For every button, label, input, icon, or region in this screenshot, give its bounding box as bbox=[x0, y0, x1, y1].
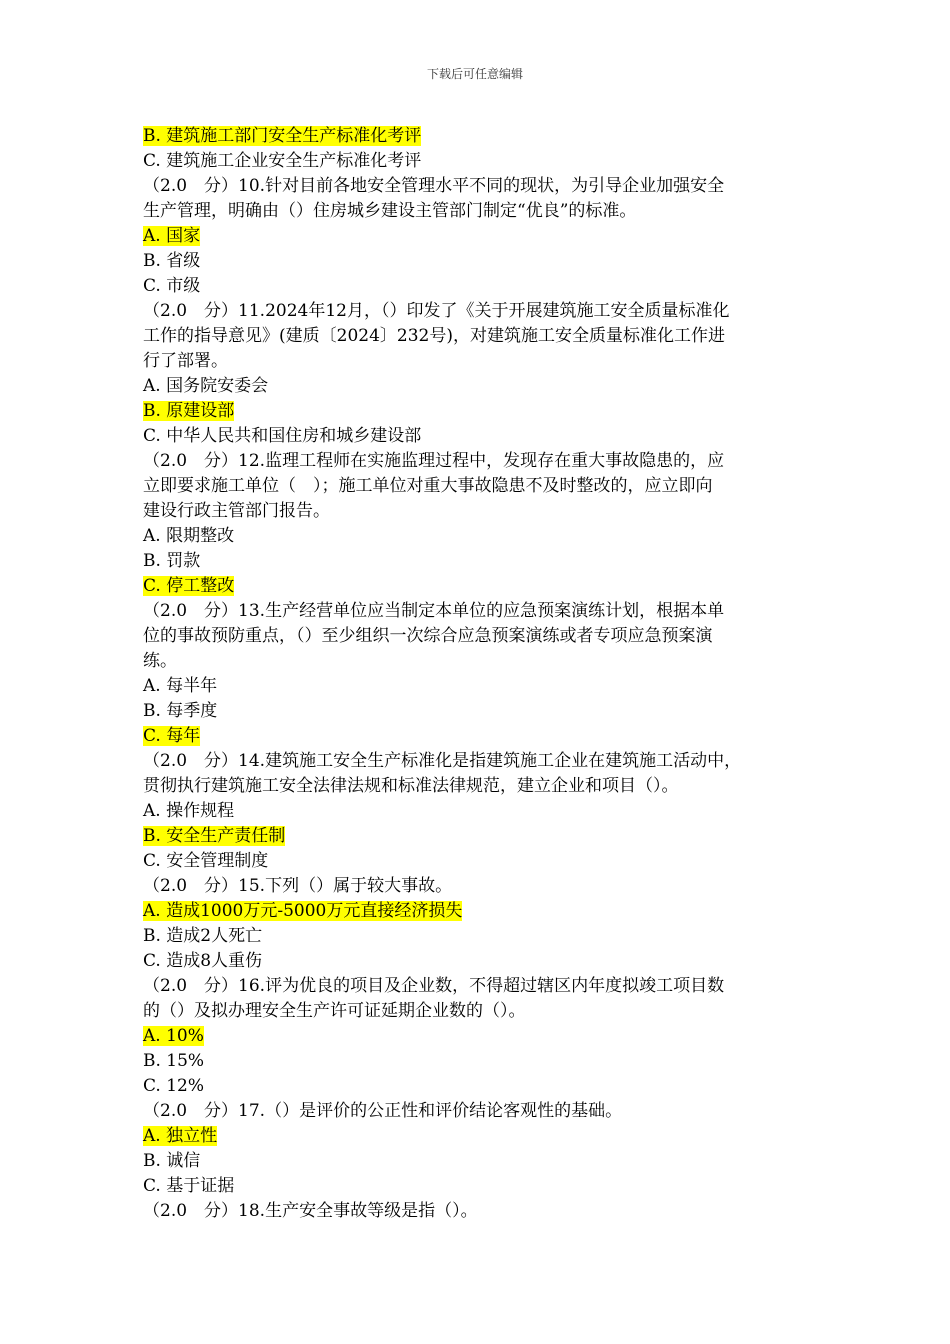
answer-option bbox=[143, 149, 811, 174]
correct-answer-text: C. 每年 bbox=[143, 726, 201, 746]
answer-option bbox=[143, 824, 811, 849]
option-text: B. 造成2人死亡 bbox=[143, 926, 263, 946]
answer-option bbox=[143, 549, 811, 574]
option-text: C. 基于证据 bbox=[143, 1176, 235, 1196]
question-text-line: 工作的指导意见》(建质〔2024〕232号)，对建筑施工安全质量标准化工作进 bbox=[143, 326, 725, 346]
answer-option bbox=[143, 574, 811, 599]
option-text: C. 市级 bbox=[143, 276, 201, 296]
question-text-line: （2.0 分）13.生产经营单位应当制定本单位的应急预案演练计划，根据本单 bbox=[143, 601, 725, 621]
question-text-line: （2.0 分）11.2024年12月，（）印发了《关于开展建筑施工安全质量标准化 bbox=[143, 301, 730, 321]
option-text: C. 建筑施工企业安全生产标准化考评 bbox=[143, 151, 422, 171]
question-text-line: （2.0 分）10.针对目前各地安全管理水平不同的现状，为引导企业加强安全 bbox=[143, 176, 725, 196]
option-text: C. 中华人民共和国住房和城乡建设部 bbox=[143, 426, 422, 446]
answer-option bbox=[143, 399, 811, 424]
question-text-line: 建设行政主管部门报告。 bbox=[143, 501, 330, 521]
option-text: B. 罚款 bbox=[143, 551, 201, 571]
option-text: A. 每半年 bbox=[143, 676, 218, 696]
question-text-line: （2.0 分）14.建筑施工安全生产标准化是指建筑施工企业在建筑施工活动中， bbox=[143, 751, 742, 771]
correct-answer-text: B. 安全生产责任制 bbox=[143, 826, 286, 846]
answer-option bbox=[143, 674, 811, 699]
answer-option bbox=[143, 924, 811, 949]
document-body bbox=[143, 124, 811, 1224]
answer-option bbox=[143, 124, 811, 149]
answer-option bbox=[143, 1049, 811, 1074]
question-text-line: （2.0 分）18.生产安全事故等级是指（）。 bbox=[143, 1201, 478, 1221]
question-text-line: 生产管理，明确由（）住房城乡建设主管部门制定“优良”的标准。 bbox=[143, 201, 637, 221]
correct-answer-text: B. 建筑施工部门安全生产标准化考评 bbox=[143, 126, 422, 146]
correct-answer-text: A. 10% bbox=[143, 1026, 204, 1046]
answer-option bbox=[143, 699, 811, 724]
option-text: B. 每季度 bbox=[143, 701, 218, 721]
answer-option bbox=[143, 374, 811, 399]
question-text-line: （2.0 分）12.监理工程师在实施监理过程中，发现存在重大事故隐患的，应 bbox=[143, 451, 725, 471]
correct-answer-text: A. 独立性 bbox=[143, 1126, 218, 1146]
option-text: C. 安全管理制度 bbox=[143, 851, 269, 871]
question-text-line: （2.0 分）16.评为优良的项目及企业数，不得超过辖区内年度拟竣工项目数 bbox=[143, 976, 725, 996]
option-text: B. 15% bbox=[143, 1051, 205, 1071]
answer-option bbox=[143, 1074, 811, 1099]
correct-answer-text: A. 造成1000万元-5000万元直接经济损失 bbox=[143, 901, 463, 921]
answer-option bbox=[143, 224, 811, 249]
answer-option bbox=[143, 249, 811, 274]
option-text: C. 12% bbox=[143, 1076, 204, 1096]
question-text-line: 的（）及拟办理安全生产许可证延期企业数的（）。 bbox=[143, 1001, 526, 1021]
answer-option bbox=[143, 1024, 811, 1049]
answer-option bbox=[143, 424, 811, 449]
correct-answer-text: A. 国家 bbox=[143, 226, 201, 246]
question-text-line: 位的事故预防重点，（）至少组织一次综合应急预案演练或者专项应急预案演 bbox=[143, 626, 713, 646]
answer-option bbox=[143, 1174, 811, 1199]
answer-option bbox=[143, 949, 811, 974]
option-text: B. 省级 bbox=[143, 251, 201, 271]
question-text-line: 练。 bbox=[143, 651, 177, 671]
correct-answer-text: B. 原建设部 bbox=[143, 401, 235, 421]
answer-option bbox=[143, 1149, 811, 1174]
answer-option bbox=[143, 899, 811, 924]
option-text: A. 国务院安委会 bbox=[143, 376, 269, 396]
question-text-line: （2.0 分）17.（）是评价的公正性和评价结论客观性的基础。 bbox=[143, 1101, 623, 1121]
question-text-line: 贯彻执行建筑施工安全法律法规和标准法律规范，建立企业和项目（）。 bbox=[143, 776, 679, 796]
option-text: A. 限期整改 bbox=[143, 526, 235, 546]
answer-option bbox=[143, 274, 811, 299]
option-text: C. 造成8人重伤 bbox=[143, 951, 263, 971]
answer-option bbox=[143, 849, 811, 874]
answer-option bbox=[143, 1124, 811, 1149]
option-text: A. 操作规程 bbox=[143, 801, 235, 821]
question-text-line: 行了部署。 bbox=[143, 351, 228, 371]
correct-answer-text: C. 停工整改 bbox=[143, 576, 235, 596]
option-text: B. 诚信 bbox=[143, 1151, 201, 1171]
answer-option bbox=[143, 524, 811, 549]
page-header: 下载后可任意编辑 bbox=[426, 67, 523, 81]
answer-option bbox=[143, 799, 811, 824]
answer-option bbox=[143, 724, 811, 749]
question-text-line: （2.0 分）15.下列（）属于较大事故。 bbox=[143, 876, 453, 896]
question-text-line: 立即要求施工单位（ ）；施工单位对重大事故隐患不及时整改的，应立即向 bbox=[143, 476, 713, 496]
